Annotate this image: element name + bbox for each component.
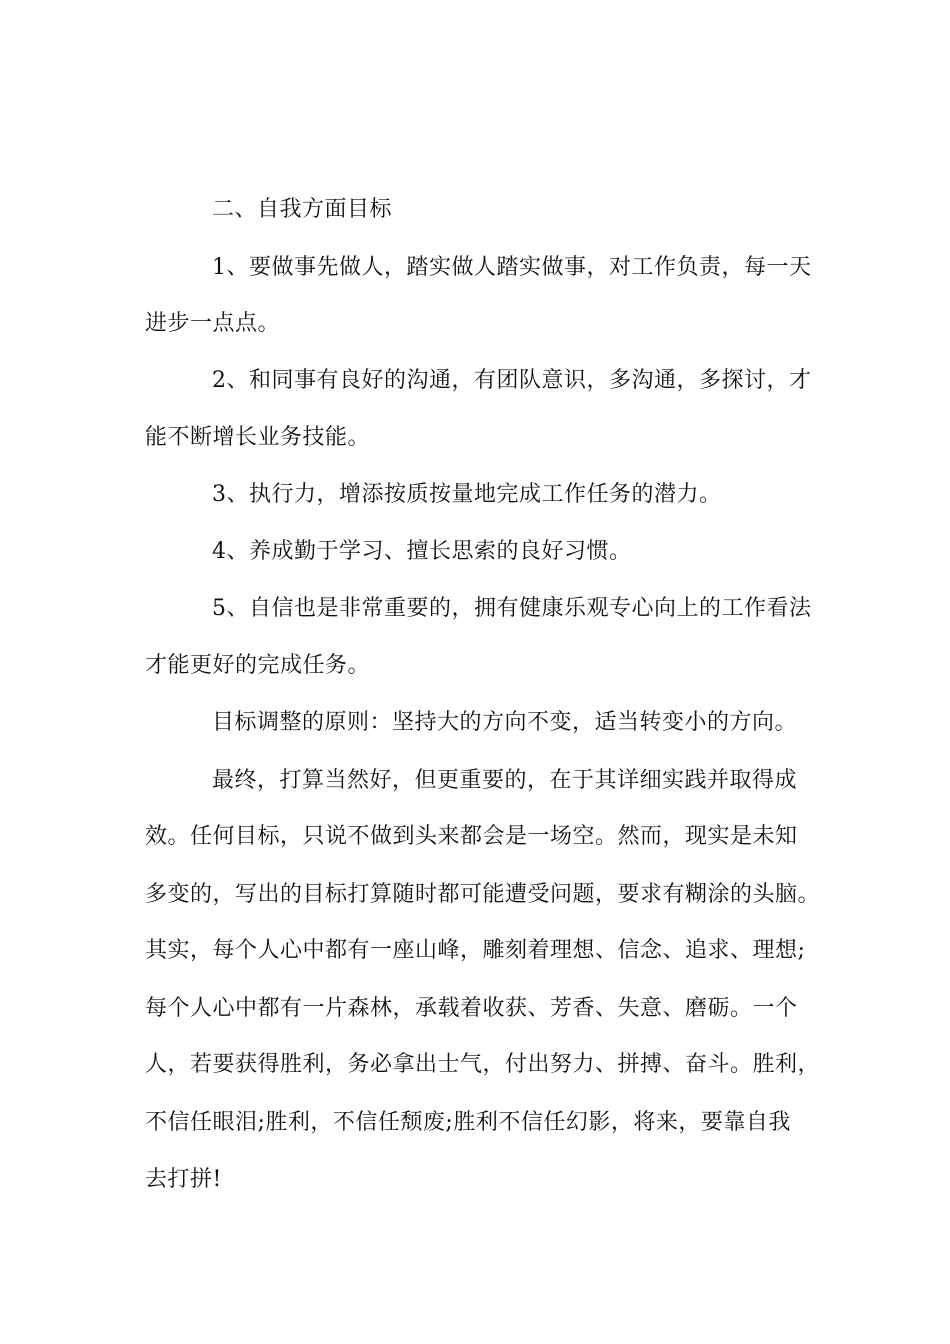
paragraph-line: 3、执行力，增添按质按量地完成工作任务的潜力。	[212, 482, 722, 507]
paragraph-line: 2、和同事有良好的沟通，有团队意识，多沟通，多探讨，才	[212, 368, 812, 393]
paragraph-line: 最终，打算当然好，但更重要的，在于其详细实践并取得成	[212, 768, 798, 793]
paragraph-line: 其实，每个人心中都有一座山峰，雕刻着理想、信念、追求、理想;	[145, 938, 806, 963]
paragraph-line: 4、养成勤于学习、擅长思索的良好习惯。	[212, 539, 632, 564]
paragraph-line: 5、自信也是非常重要的，拥有健康乐观专心向上的工作看法	[212, 596, 812, 621]
paragraph-line: 目标调整的原则：坚持大的方向不变，适当转变小的方向。	[212, 710, 798, 735]
paragraph-line: 能不断增长业务技能。	[145, 425, 371, 450]
section-heading: 二、自我方面目标	[212, 197, 393, 222]
paragraph-line: 不信任眼泪;胜利，不信任颓废;胜利不信任幻影，将来，要靠自我	[145, 1110, 791, 1135]
paragraph-line: 1、要做事先做人，踏实做人踏实做事，对工作负责，每一天	[212, 255, 812, 280]
paragraph-line: 人，若要获得胜利，务必拿出士气，付出努力、拼搏、奋斗。胜利，	[145, 1052, 821, 1077]
paragraph-line: 多变的，写出的目标打算随时都可能遭受问题，要求有糊涂的头脑。	[145, 882, 821, 907]
paragraph-line: 进步一点点。	[145, 311, 281, 336]
paragraph-line: 才能更好的完成任务。	[145, 653, 371, 678]
paragraph-line: 效。任何目标，只说不做到头来都会是一场空。然而，现实是未知	[145, 824, 798, 849]
paragraph-line: 每个人心中都有一片森林，承载着收获、芳香、失意、磨砺。一个	[145, 996, 798, 1021]
paragraph-line: 去打拼!	[145, 1167, 222, 1192]
